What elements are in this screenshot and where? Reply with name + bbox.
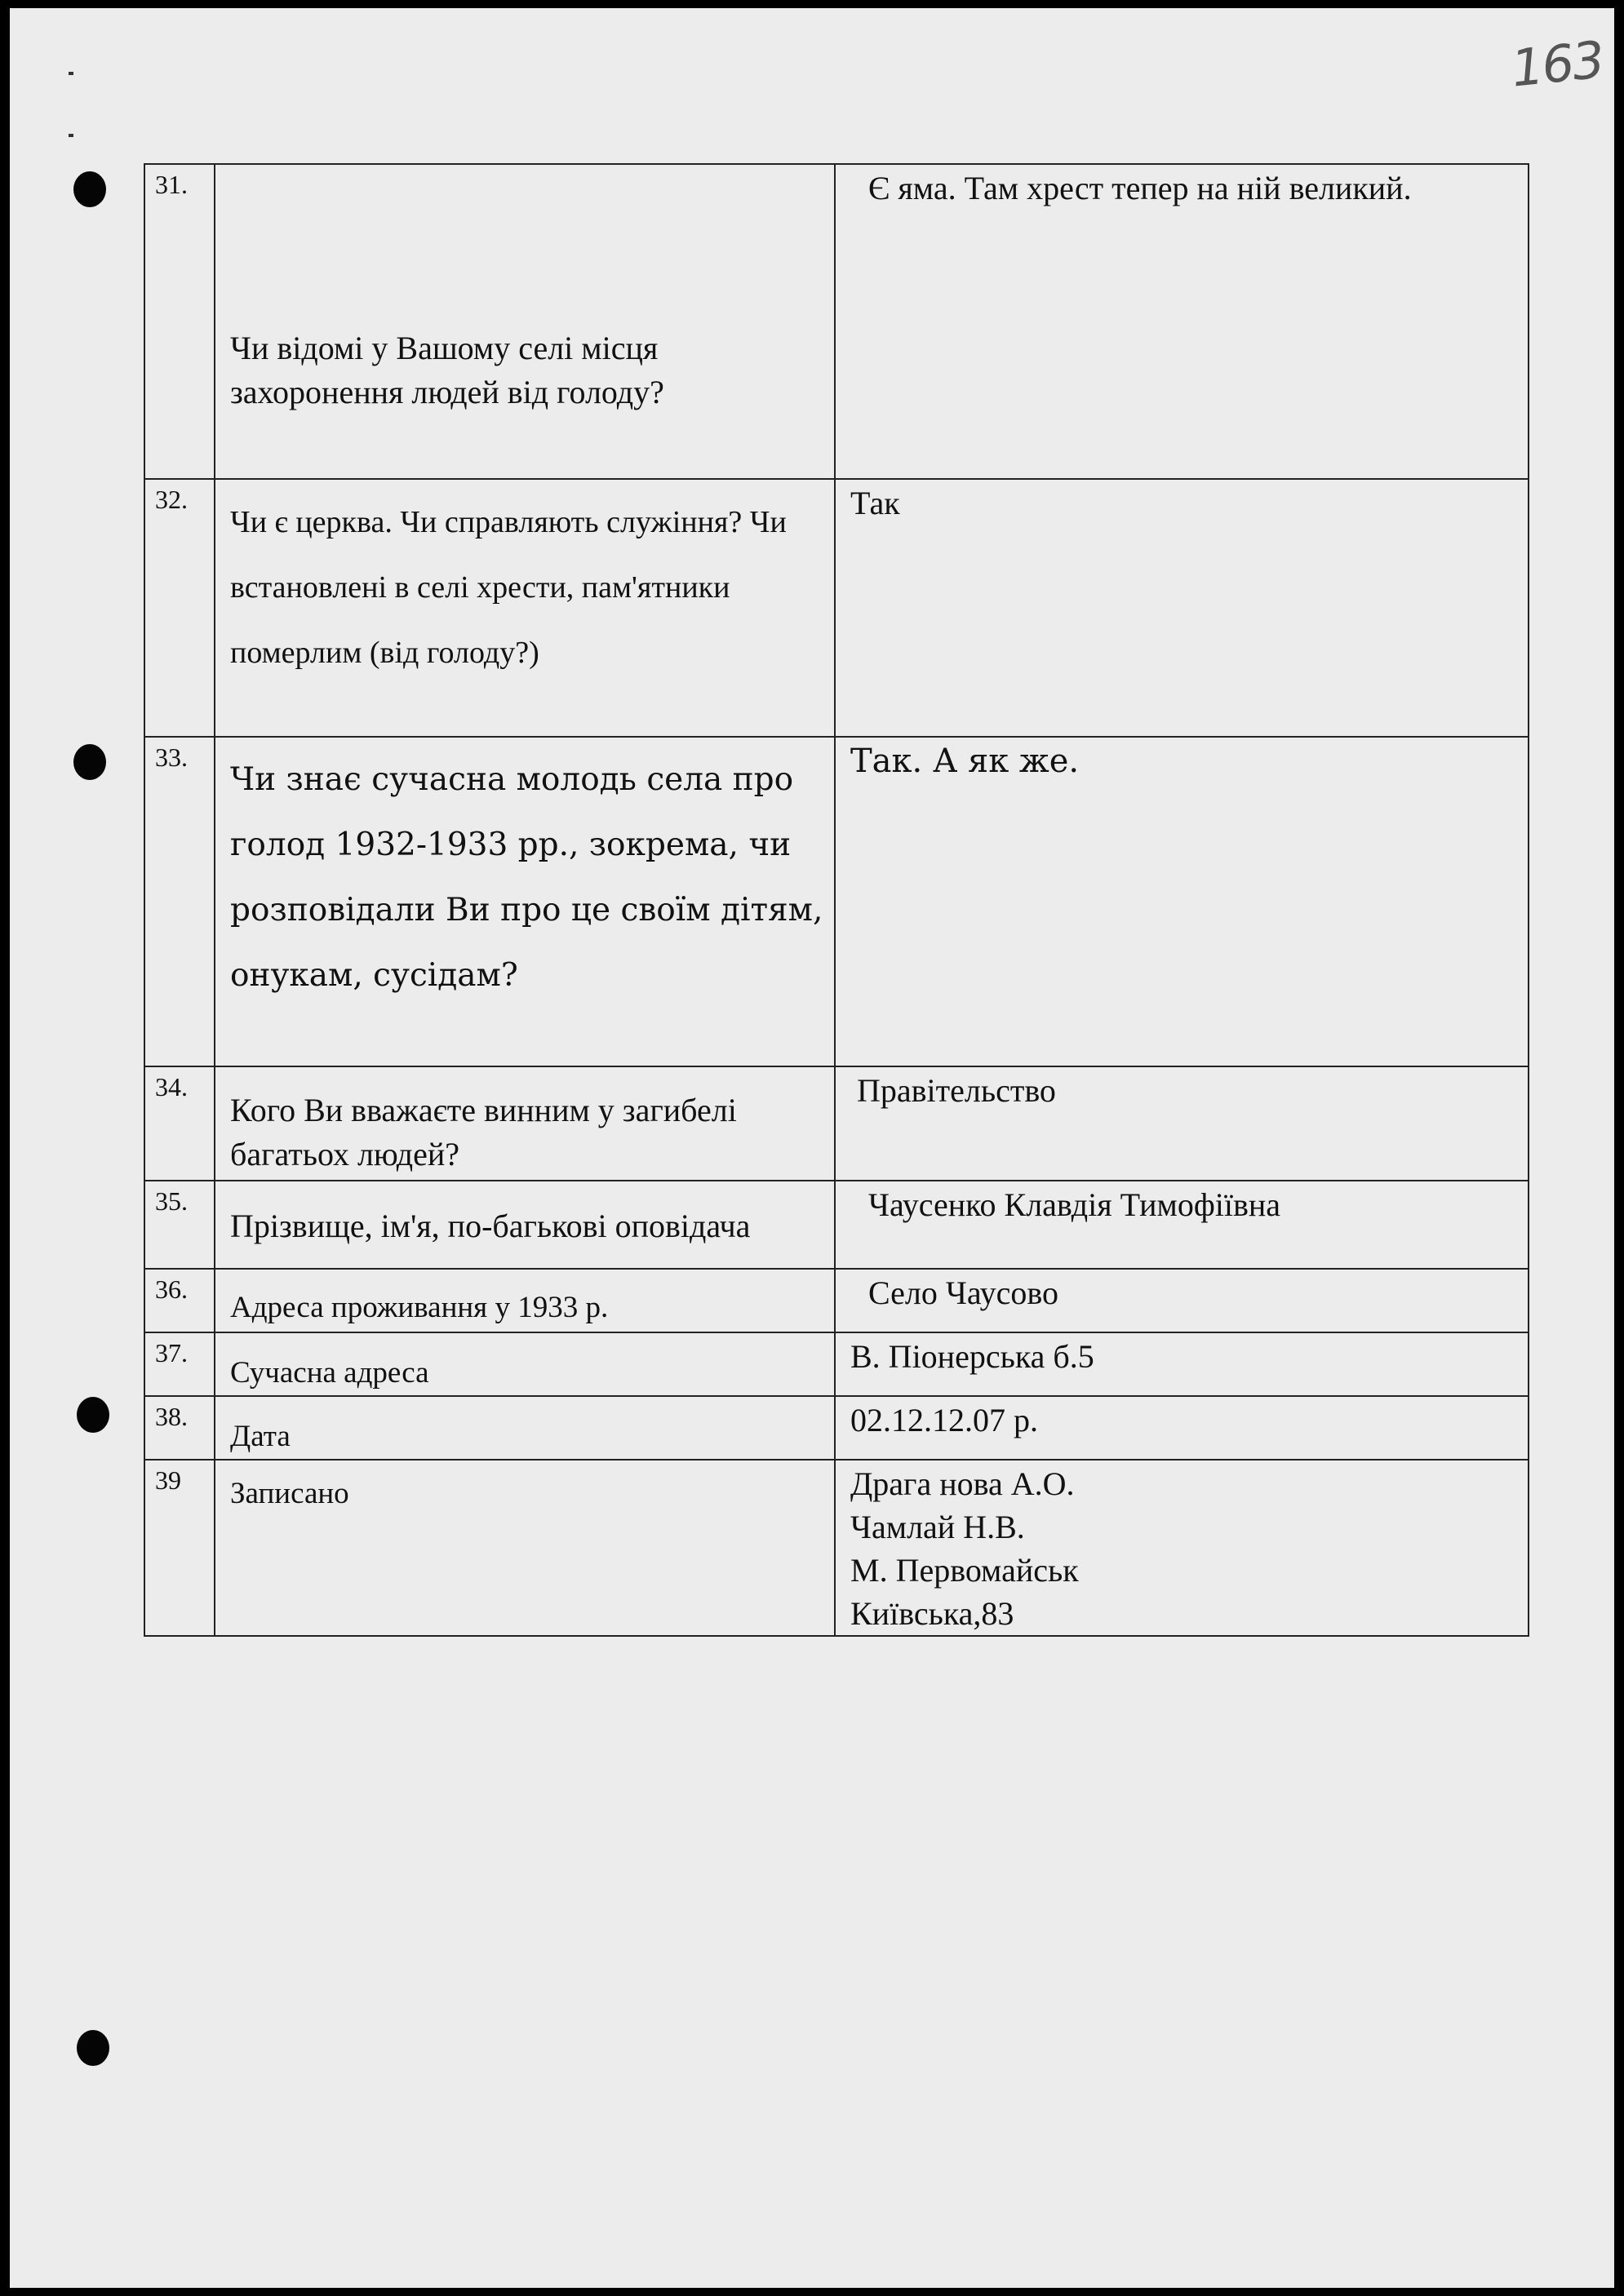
punch-hole (77, 2030, 109, 2066)
question-cell (215, 1396, 835, 1460)
row-number: 35. (144, 1181, 215, 1269)
answer-text: Чаусенко Клавдія Тимофіївна (868, 1186, 1281, 1223)
question-text: Чи знає сучасна молодь села про голод 1932-1933 рр., зокрема, чи розповідали Ви про це своїм дітям, онукам, сусідам? (230, 761, 823, 994)
answer-line: Чамлай Н.В. (850, 1509, 1025, 1545)
answer-cell (835, 737, 1529, 1066)
question-text: Дата (230, 1420, 291, 1453)
row-number: 34. (144, 1066, 215, 1181)
question-cell (215, 737, 835, 1066)
answer-line: Київська,83 (850, 1595, 1014, 1632)
row-number: 31. (144, 164, 215, 479)
question-text: Чи відомі у Вашому селі місця захоронення людей від голоду? (230, 330, 664, 410)
question-cell (215, 479, 835, 737)
answer-cell (835, 1066, 1529, 1181)
answer-cell (835, 1181, 1529, 1269)
question-text: Адреса проживання у 1933 р. (230, 1291, 609, 1324)
questionnaire-table (144, 163, 1529, 1637)
punch-hole (77, 1397, 109, 1433)
answer-text: Є яма. Там хрест тепер на ній великий. (868, 170, 1412, 206)
scan-speck (69, 134, 73, 137)
answer-text: Правітельство (857, 1072, 1056, 1109)
answer-cell (835, 1332, 1529, 1396)
answer-text: В. Піонерська б.5 (850, 1338, 1094, 1375)
answer-text: Так. А як же. (850, 742, 1080, 780)
answer-line: Драга нова А.О. (850, 1465, 1075, 1502)
table-row (144, 1269, 1529, 1332)
table-row (144, 479, 1529, 737)
punch-hole (73, 171, 106, 207)
table-row (144, 1460, 1529, 1636)
table-row (144, 1066, 1529, 1181)
answer-cell (835, 1396, 1529, 1460)
table-row (144, 164, 1529, 479)
question-cell (215, 164, 835, 479)
answer-cell (835, 479, 1529, 737)
question-text: Прізвище, ім'я, по-багькові оповідача (230, 1208, 751, 1244)
question-cell (215, 1066, 835, 1181)
table-row (144, 1332, 1529, 1396)
answer-text: Так (850, 485, 900, 521)
table-row (144, 1396, 1529, 1460)
question-text: Чи є церква. Чи справляють служіння? Чи встановлені в селі хрести, пам'ятники померлим (від голоду?) (230, 505, 787, 670)
question-cell (215, 1460, 835, 1636)
row-number: 33. (144, 737, 215, 1066)
answer-cell (835, 1460, 1529, 1636)
question-cell (215, 1269, 835, 1332)
question-text: Сучасна адреса (230, 1356, 429, 1390)
question-cell (215, 1332, 835, 1396)
question-text: Записано (230, 1477, 349, 1510)
question-cell (215, 1181, 835, 1269)
table-row (144, 1181, 1529, 1269)
row-number: 38. (144, 1396, 215, 1460)
row-number: 37. (144, 1332, 215, 1396)
punch-hole (73, 744, 106, 780)
row-number: 32. (144, 479, 215, 737)
row-number: 36. (144, 1269, 215, 1332)
answer-text: Село Чаусово (868, 1274, 1058, 1311)
page-number: 163 (1508, 29, 1606, 99)
scan-speck (69, 72, 73, 75)
question-text: Кого Ви вважаєте винним у загибелі багатьох людей? (230, 1092, 737, 1172)
answer-cell (835, 1269, 1529, 1332)
answer-text: 02.12.12.07 р. (850, 1402, 1038, 1438)
answer-line: М. Первомайськ (850, 1552, 1079, 1589)
answer-cell (835, 164, 1529, 479)
row-number: 39 (144, 1460, 215, 1636)
table-row (144, 737, 1529, 1066)
